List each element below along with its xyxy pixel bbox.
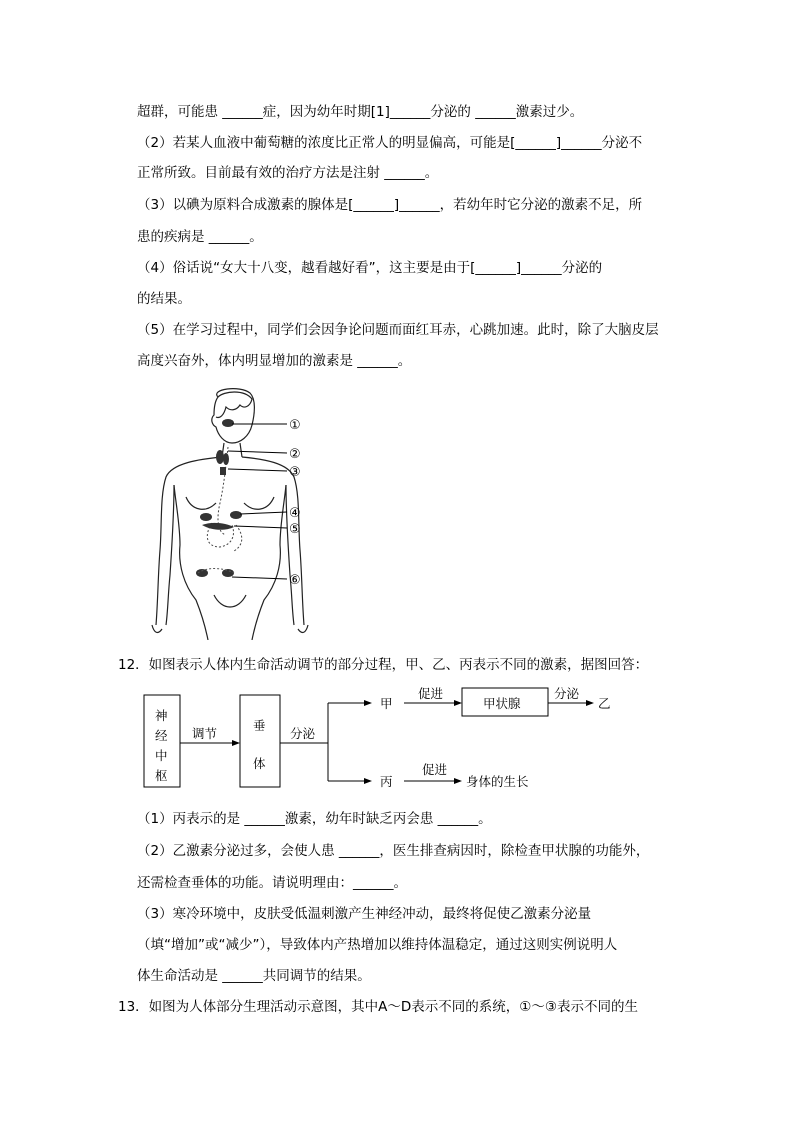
hormone-bing: 丙 <box>380 774 393 789</box>
pituitary-char-1: 垂 <box>253 718 266 733</box>
label-1: ① <box>289 418 301 433</box>
label-4: ④ <box>289 506 301 521</box>
q11-line-8: （5）在学习过程中，同学们会因争论问题而面红耳赤，心跳加速。此时，除了大脑皮层 <box>137 322 659 338</box>
q11-line-2: （2）若某人血液中葡萄糖的浓度比正常人的明显偏高，可能是[______]______分泌不 <box>137 135 643 151</box>
pituitary-char-2: 体 <box>253 756 266 771</box>
nerve-char-4: 枢 <box>155 768 168 783</box>
secrete-label-2: 分泌 <box>554 686 580 701</box>
q11-line-1: 超群，可能患 ______症，因为幼年时期[1]______分泌的 ______激素过少。 <box>137 104 584 120</box>
q11-line-4: （3）以碘为原料合成激素的腺体是[______]______，若幼年时它分泌的激素不足，所 <box>137 197 643 213</box>
hormone-jia: 甲 <box>380 696 393 711</box>
nerve-char-2: 经 <box>155 728 168 743</box>
label-2: ② <box>289 447 301 462</box>
hormone-yi: 乙 <box>598 696 611 711</box>
q12-line-4: （3）寒冷环境中，皮肤受低温刺激产生神经冲动，最终将促使乙激素分泌量 <box>137 906 592 922</box>
label-6: ⑥ <box>289 573 301 588</box>
q12-line-2: （2）乙激素分泌过多，会使人患 ______，医生排查病因时，除检查甲状腺的功能外， <box>137 843 650 859</box>
arrow-regulate-label: 调节 <box>192 726 218 741</box>
nerve-char-3: 中 <box>155 748 168 763</box>
arrow-secrete-label: 分泌 <box>290 726 316 741</box>
q13-stem: 13．如图为人体部分生理活动示意图，其中A～D表示不同的系统，①～③表示不同的生 <box>118 999 639 1015</box>
regulation-diagram <box>140 685 640 795</box>
q11-line-6: （4）俗话说“女大十八变，越看越好看”，这主要是由于[______]______分泌的 <box>137 260 603 276</box>
q11-line-3: 正常所致。目前最有效的治疗方法是注射 ______。 <box>137 165 439 181</box>
q11-line-7: 的结果。 <box>137 291 191 307</box>
q12-line-3: 还需检查垂体的功能。请说明理由：______。 <box>137 875 407 891</box>
nerve-char-1: 神 <box>155 708 168 723</box>
promote-label-1: 促进 <box>418 686 444 701</box>
promote-label-2: 促进 <box>422 762 448 777</box>
q12-stem: 12．如图表示人体内生命活动调节的部分过程，甲、乙、丙表示不同的激素，据图回答： <box>118 657 649 673</box>
q12-line-6: 体生命活动是 ______共同调节的结果。 <box>137 968 371 984</box>
box-pituitary <box>240 695 280 787</box>
growth-label: 身体的生长 <box>466 774 529 789</box>
endocrine-gland-figure <box>140 385 320 640</box>
thyroid-label: 甲状腺 <box>483 696 521 711</box>
label-5: ⑤ <box>289 522 301 537</box>
q11-line-9: 高度兴奋外，体内明显增加的激素是 ______。 <box>137 353 412 369</box>
label-3: ③ <box>289 465 301 480</box>
q12-line-5: （填“增加”或“减少”），导致体内产热增加以维持体温稳定，通过这则实例说明人 <box>137 937 618 953</box>
q11-line-5: 患的疾病是 ______。 <box>137 229 263 245</box>
q12-line-1: （1）丙表示的是 ______激素，幼年时缺乏丙会患 ______。 <box>137 811 492 827</box>
